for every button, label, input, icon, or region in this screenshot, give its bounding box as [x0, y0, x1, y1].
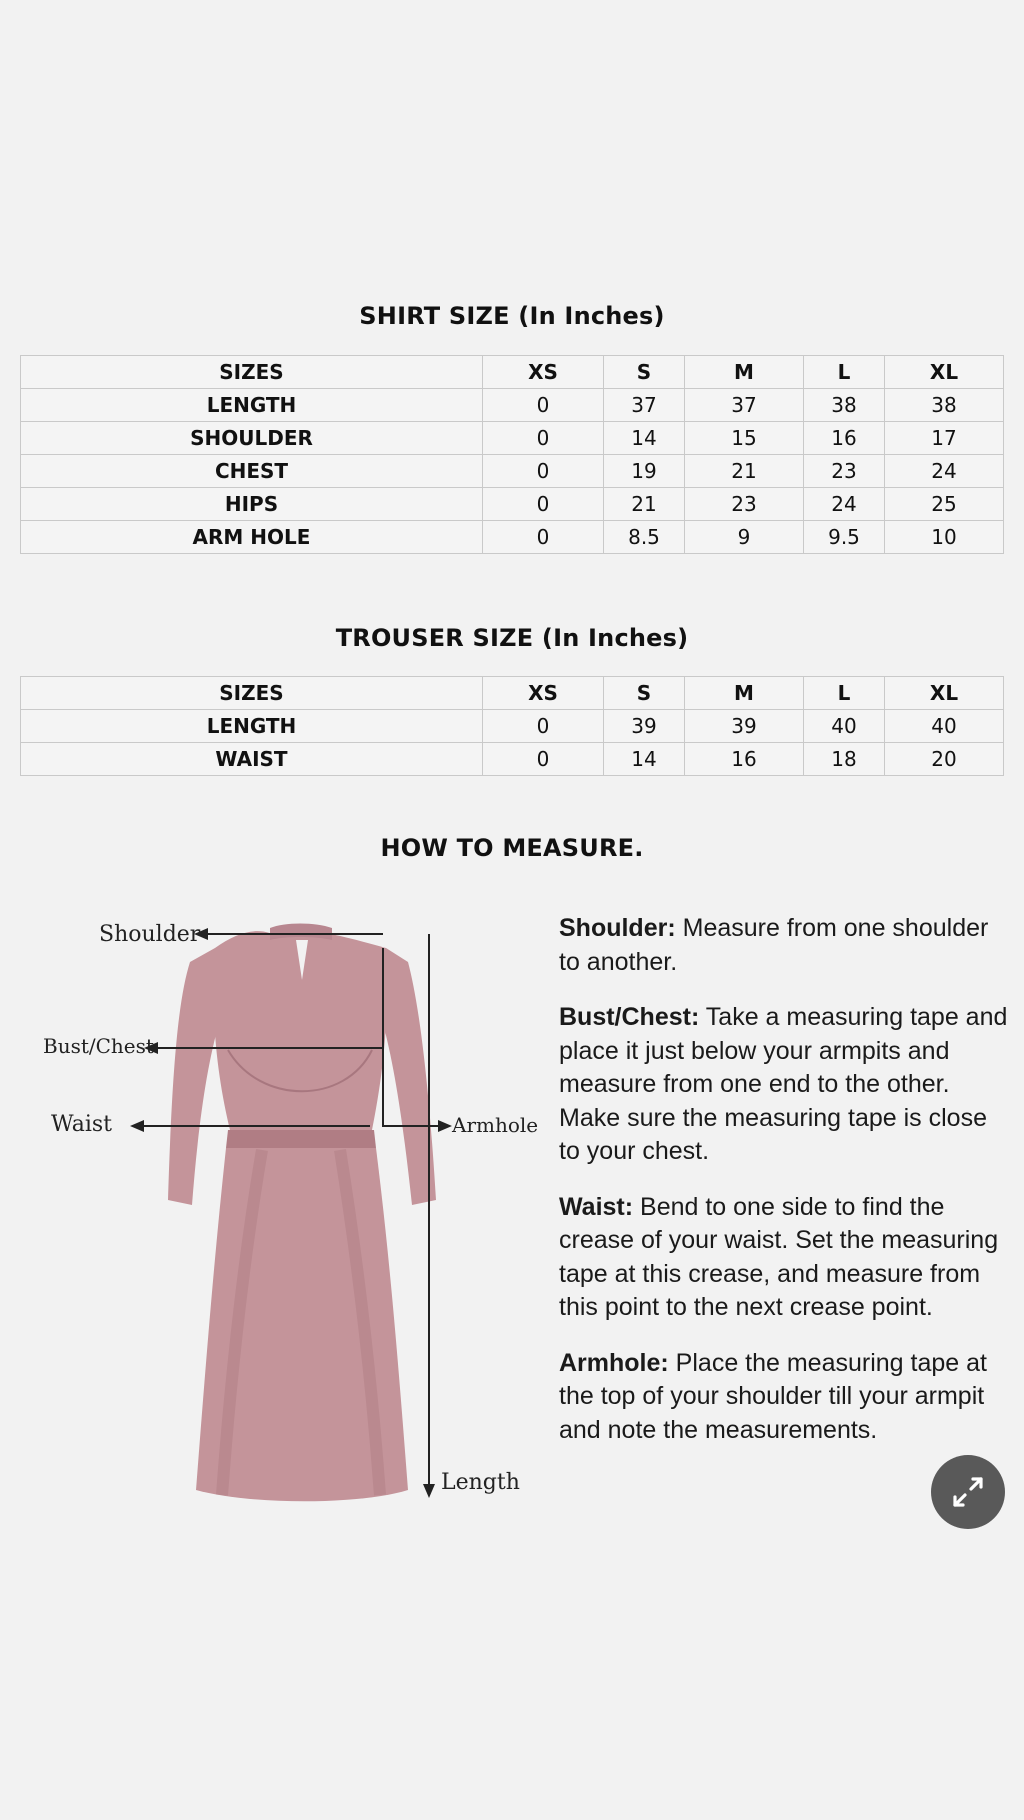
expand-button[interactable]: [931, 1455, 1005, 1529]
shirt-size-table: [20, 355, 1004, 554]
waist-label: Waist: [51, 1112, 112, 1137]
row-label: HIPS: [21, 488, 483, 521]
table-cell: 9: [685, 521, 804, 554]
table-cell: 18: [804, 743, 885, 776]
table-cell: 14: [604, 743, 685, 776]
header-cell: SIZES: [21, 356, 483, 389]
table-cell: 37: [685, 389, 804, 422]
table-cell: 16: [804, 422, 885, 455]
trouser-size-title: TROUSER SIZE (In Inches): [335, 624, 689, 652]
table-cell: 0: [483, 521, 604, 554]
measurement-figure: [0, 900, 560, 1520]
header-cell: M: [685, 356, 804, 389]
table-cell: 8.5: [604, 521, 685, 554]
instruction-term: Shoulder:: [559, 914, 676, 942]
table-cell: 0: [483, 488, 604, 521]
table-cell: 14: [604, 422, 685, 455]
table-row: [21, 488, 1004, 521]
instruction-bust-chest: [559, 1001, 1014, 1169]
table-cell: 24: [885, 455, 1004, 488]
header-cell: XS: [483, 356, 604, 389]
table-cell: 25: [885, 488, 1004, 521]
row-label: WAIST: [21, 743, 483, 776]
table-row: [21, 422, 1004, 455]
table-cell: 40: [885, 710, 1004, 743]
instruction-term: Armhole:: [559, 1348, 669, 1377]
dress-illustration: [0, 900, 560, 1520]
table-cell: 37: [604, 389, 685, 422]
instruction-text: Take a measuring tape and place it just below your armpits and measure from one end to the other. Make sure the measuring tape is close to your chest.: [559, 1003, 1008, 1165]
header-cell: XL: [885, 677, 1004, 710]
table-cell: 23: [685, 488, 804, 521]
instruction-text: Bend to one side to find the crease of your waist. Set the measuring tape at this crease, and measure from this point to the next crease point.: [559, 1192, 999, 1321]
instruction-term: Waist:: [559, 1192, 634, 1221]
table-row: [21, 521, 1004, 554]
row-label: LENGTH: [21, 389, 483, 422]
instruction-text: Measure from one shoulder to another.: [559, 914, 989, 976]
how-to-measure-title: HOW TO MEASURE.: [380, 834, 644, 862]
instruction-armhole: [559, 1347, 1014, 1448]
shirt-size-title: SHIRT SIZE (In Inches): [359, 302, 665, 330]
header-cell: L: [804, 356, 885, 389]
header-cell: S: [604, 356, 685, 389]
table-row: [21, 455, 1004, 488]
table-cell: 40: [804, 710, 885, 743]
length-label: Length: [441, 1470, 520, 1495]
instruction-term: Bust/Chest:: [559, 1003, 700, 1031]
table-cell: 23: [804, 455, 885, 488]
row-label: ARM HOLE: [21, 521, 483, 554]
row-label: SHOULDER: [21, 422, 483, 455]
table-cell: 0: [483, 455, 604, 488]
dress-shape: [168, 924, 436, 1502]
table-cell: 24: [804, 488, 885, 521]
header-cell: XL: [885, 356, 1004, 389]
expand-icon: [948, 1472, 988, 1512]
row-label: LENGTH: [21, 710, 483, 743]
table-cell: 20: [885, 743, 1004, 776]
table-cell: 21: [685, 455, 804, 488]
table-cell: 0: [483, 389, 604, 422]
table-row: [21, 389, 1004, 422]
table-cell: 10: [885, 521, 1004, 554]
table-header-row: [21, 356, 1004, 389]
armhole-label: Armhole: [452, 1113, 539, 1137]
header-cell: L: [804, 677, 885, 710]
table-cell: 19: [604, 455, 685, 488]
table-cell: 15: [685, 422, 804, 455]
measurement-instructions: [559, 912, 1014, 1469]
table-cell: 39: [604, 710, 685, 743]
row-label: CHEST: [21, 455, 483, 488]
shoulder-label: Shoulder: [99, 922, 201, 947]
table-row: [21, 743, 1004, 776]
table-header-row: [21, 677, 1004, 710]
instruction-text: Place the measuring tape at the top of your shoulder till your armpit and note the measurements.: [559, 1348, 987, 1444]
header-cell: M: [685, 677, 804, 710]
table-row: [21, 710, 1004, 743]
header-cell: XS: [483, 677, 604, 710]
table-cell: 38: [885, 389, 1004, 422]
instruction-waist: [559, 1191, 1014, 1325]
instruction-shoulder: [559, 912, 1014, 979]
table-cell: 21: [604, 488, 685, 521]
table-cell: 16: [685, 743, 804, 776]
table-cell: 0: [483, 710, 604, 743]
table-cell: 9.5: [804, 521, 885, 554]
table-cell: 17: [885, 422, 1004, 455]
table-cell: 0: [483, 422, 604, 455]
trouser-size-table: [20, 676, 1004, 776]
table-cell: 38: [804, 389, 885, 422]
header-cell: SIZES: [21, 677, 483, 710]
header-cell: S: [604, 677, 685, 710]
bust-chest-label: Bust/Chest: [43, 1034, 154, 1058]
table-cell: 39: [685, 710, 804, 743]
table-cell: 0: [483, 743, 604, 776]
